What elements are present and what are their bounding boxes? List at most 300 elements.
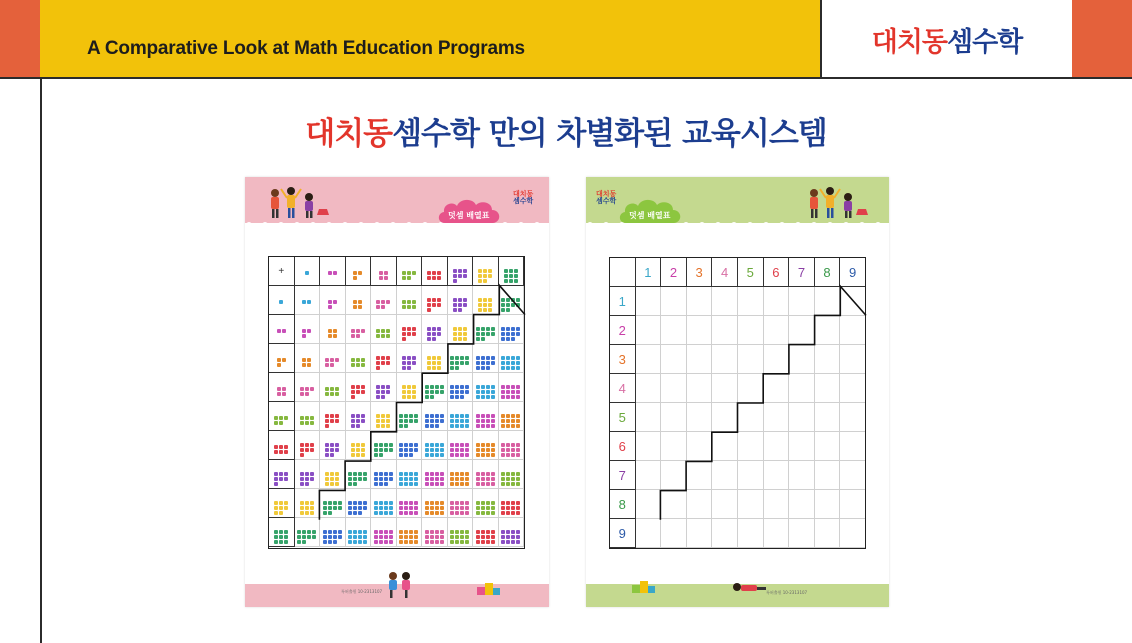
grid-col-header xyxy=(447,257,473,286)
dot-block-icon xyxy=(300,501,314,515)
grid-cell xyxy=(371,315,397,344)
grid-cell[interactable] xyxy=(712,374,738,403)
grid-cell xyxy=(345,460,371,489)
dot-block-icon xyxy=(453,327,467,341)
grid-cell[interactable] xyxy=(635,490,661,519)
grid-cell[interactable] xyxy=(661,403,687,432)
grid-cell[interactable] xyxy=(712,519,738,548)
grid-cell xyxy=(320,315,346,344)
dot-block-icon xyxy=(501,472,520,486)
grid-cell xyxy=(473,315,499,344)
grid-cell[interactable] xyxy=(661,345,687,374)
grid-cell xyxy=(345,431,371,460)
page-title-text: 만의 차별화된 교육시스템 xyxy=(478,116,827,152)
dot-block-icon xyxy=(427,271,441,280)
grid-col-header xyxy=(396,257,422,286)
grid-row xyxy=(269,460,524,489)
grid-cell xyxy=(396,373,422,402)
grid-cell[interactable] xyxy=(789,287,815,316)
grid-cell xyxy=(371,402,397,431)
grid-cell xyxy=(422,315,448,344)
grid-cell xyxy=(345,344,371,373)
grid-cell xyxy=(371,460,397,489)
mini-brand-logo-part2: 셈수학 xyxy=(513,197,534,205)
grid-row xyxy=(610,287,866,316)
dot-block-icon xyxy=(501,327,520,341)
cloud-label: 덧셈 배열표 xyxy=(448,211,490,220)
grid-cell xyxy=(498,286,524,315)
grid-row-header: 8 xyxy=(610,490,636,519)
grid-row-header: 6 xyxy=(610,432,636,461)
grid-cell xyxy=(294,460,320,489)
grid-row xyxy=(610,258,866,287)
grid-cell[interactable] xyxy=(763,374,789,403)
grid-cell xyxy=(320,402,346,431)
grid-cell[interactable] xyxy=(789,432,815,461)
dot-block-icon xyxy=(274,530,288,544)
grid-cell[interactable] xyxy=(840,287,866,316)
dot-block-icon xyxy=(476,414,495,428)
grid-cell[interactable] xyxy=(635,316,661,345)
grid-cell xyxy=(498,315,524,344)
grid-cell xyxy=(447,315,473,344)
mini-brand-logo-part1: 대치동 xyxy=(513,190,534,198)
grid-col-header: 1 xyxy=(635,258,661,287)
dot-block-icon xyxy=(399,501,418,515)
kids-reading-icon xyxy=(385,571,415,599)
header-logo-box xyxy=(820,0,1072,78)
grid-cell[interactable] xyxy=(763,287,789,316)
grid-cell[interactable] xyxy=(763,519,789,548)
dot-block-icon xyxy=(277,387,286,396)
grid-cell xyxy=(396,460,422,489)
grid-cell[interactable] xyxy=(840,490,866,519)
grid-cell[interactable] xyxy=(712,287,738,316)
grid-cell[interactable] xyxy=(763,461,789,490)
grid-cell xyxy=(473,431,499,460)
dot-block-icon xyxy=(399,443,418,457)
grid-row-header xyxy=(269,460,295,489)
dot-block-icon xyxy=(476,501,495,515)
grid-cell[interactable] xyxy=(661,519,687,548)
grid-cell[interactable] xyxy=(686,519,712,548)
dot-block-icon xyxy=(376,385,390,399)
dot-block-icon xyxy=(277,329,286,333)
grid-cell[interactable] xyxy=(763,403,789,432)
dot-block-icon xyxy=(504,269,518,283)
grid-cell[interactable] xyxy=(789,345,815,374)
blocks-icon-right xyxy=(630,577,656,597)
dot-block-icon xyxy=(476,443,495,457)
grid-cell[interactable] xyxy=(686,490,712,519)
dot-block-icon xyxy=(300,387,314,396)
grid-cell xyxy=(371,373,397,402)
grid-cell[interactable] xyxy=(635,461,661,490)
dot-block-icon xyxy=(402,385,416,399)
grid-row xyxy=(269,431,524,460)
grid-row xyxy=(610,403,866,432)
children-illustration-icon-right xyxy=(804,185,870,221)
grid-cell[interactable] xyxy=(686,287,712,316)
mini-brand-logo-right-part2: 셈수학 xyxy=(596,197,617,205)
dot-block-icon xyxy=(425,530,444,544)
dot-block-icon xyxy=(305,271,309,275)
grid-cell[interactable] xyxy=(686,374,712,403)
grid-cell[interactable] xyxy=(686,432,712,461)
grid-cell xyxy=(294,286,320,315)
grid-cell xyxy=(473,402,499,431)
dot-block-icon xyxy=(425,443,444,457)
grid-col-header: 3 xyxy=(686,258,712,287)
dot-block-icon xyxy=(302,300,311,304)
grid-cell[interactable] xyxy=(840,519,866,548)
header-right-accent xyxy=(1072,0,1132,78)
dot-block-icon xyxy=(374,530,393,544)
grid-cell[interactable] xyxy=(840,345,866,374)
grid-cell[interactable] xyxy=(789,519,815,548)
grid-cell xyxy=(345,286,371,315)
grid-cell[interactable] xyxy=(763,316,789,345)
header-title: A Comparative Look at Math Education Programs xyxy=(87,38,525,59)
grid-cell[interactable] xyxy=(737,519,763,548)
grid-cell[interactable] xyxy=(840,316,866,345)
grid-cell xyxy=(422,286,448,315)
dot-block-icon xyxy=(351,385,365,399)
grid-cell xyxy=(422,460,448,489)
grid-cell[interactable] xyxy=(737,461,763,490)
grid-cell[interactable] xyxy=(814,403,840,432)
dot-block-icon xyxy=(476,327,495,341)
grid-row-header: 9 xyxy=(610,519,636,548)
grid-cell[interactable] xyxy=(814,461,840,490)
grid-cell[interactable] xyxy=(789,316,815,345)
grid-cell xyxy=(473,518,499,547)
grid-cell xyxy=(345,518,371,547)
grid-cell[interactable] xyxy=(737,374,763,403)
brand-logo xyxy=(872,20,1023,59)
grid-cell[interactable] xyxy=(840,432,866,461)
grid-row xyxy=(610,374,866,403)
dot-block-icon xyxy=(279,300,283,304)
dot-block-icon xyxy=(425,501,444,515)
grid-cell[interactable] xyxy=(712,403,738,432)
grid-cell xyxy=(498,518,524,547)
dot-block-icon xyxy=(501,443,520,457)
grid-cell[interactable] xyxy=(635,287,661,316)
page-title xyxy=(0,108,1132,153)
grid-row xyxy=(269,257,524,286)
dot-block-icon xyxy=(300,416,314,425)
dot-block-icon xyxy=(348,472,367,486)
dot-block-icon xyxy=(399,414,418,428)
grid-cell[interactable] xyxy=(635,345,661,374)
dot-block-icon xyxy=(453,269,467,283)
left-vertical-divider xyxy=(40,78,42,643)
dot-block-icon xyxy=(501,298,520,312)
grid-cell xyxy=(294,315,320,344)
grid-cell xyxy=(447,344,473,373)
grid-cell xyxy=(320,489,346,518)
dot-block-icon xyxy=(274,445,288,454)
grid-cell xyxy=(447,460,473,489)
dot-block-icon xyxy=(427,356,441,370)
grid-cell xyxy=(320,373,346,402)
dot-block-icon xyxy=(351,329,365,338)
dot-block-icon xyxy=(323,530,342,544)
grid-cell[interactable] xyxy=(814,432,840,461)
kid-lying-icon xyxy=(731,575,767,597)
grid-col-header: 5 xyxy=(737,258,763,287)
grid-cell[interactable] xyxy=(661,287,687,316)
blocks-icon xyxy=(475,579,501,599)
grid-cell xyxy=(498,344,524,373)
grid-col-header xyxy=(498,257,524,286)
grid-cell[interactable] xyxy=(814,490,840,519)
grid-row-header xyxy=(269,373,295,402)
grid-row-header xyxy=(269,431,295,460)
grid-cell xyxy=(345,402,371,431)
grid-cell[interactable] xyxy=(661,316,687,345)
grid-row xyxy=(269,402,524,431)
dot-block-icon xyxy=(402,327,416,341)
grid-cell[interactable] xyxy=(737,432,763,461)
dot-block-icon xyxy=(476,530,495,544)
grid-cell[interactable] xyxy=(814,374,840,403)
grid-cell xyxy=(473,344,499,373)
page-title-brand-part1: 대치동 xyxy=(305,116,393,152)
grid-cell[interactable] xyxy=(635,432,661,461)
grid-cell xyxy=(396,431,422,460)
grid-cell[interactable] xyxy=(712,461,738,490)
grid-cell xyxy=(294,489,320,518)
grid-col-header xyxy=(422,257,448,286)
grid-row-header xyxy=(269,518,295,547)
dot-block-icon xyxy=(450,530,469,544)
grid-cell[interactable] xyxy=(737,490,763,519)
dot-block-icon xyxy=(450,472,469,486)
grid-cell xyxy=(447,286,473,315)
grid-col-header xyxy=(345,257,371,286)
dot-block-icon xyxy=(274,501,288,515)
grid-cell xyxy=(498,402,524,431)
grid-cell xyxy=(294,431,320,460)
dot-block-icon xyxy=(425,385,444,399)
grid-cell xyxy=(345,489,371,518)
grid-cell xyxy=(473,460,499,489)
cloud-label-right: 덧셈 배열표 xyxy=(629,211,671,220)
dot-block-icon xyxy=(450,501,469,515)
grid-cell[interactable] xyxy=(686,403,712,432)
grid-cell xyxy=(498,489,524,518)
grid-row xyxy=(610,461,866,490)
dot-block-icon xyxy=(300,443,314,457)
grid-row xyxy=(610,490,866,519)
grid-corner-plus: + xyxy=(269,257,295,286)
grid-cell xyxy=(473,286,499,315)
dot-block-icon xyxy=(274,416,288,425)
grid-cell[interactable] xyxy=(814,316,840,345)
dot-block-icon xyxy=(402,271,416,280)
grid-cell xyxy=(422,489,448,518)
grid-cell xyxy=(422,344,448,373)
grid-cell[interactable] xyxy=(737,403,763,432)
grid-row xyxy=(610,316,866,345)
grid-cell[interactable] xyxy=(635,374,661,403)
grid-col-header xyxy=(294,257,320,286)
grid-cell[interactable] xyxy=(712,345,738,374)
grid-cell[interactable] xyxy=(661,432,687,461)
dot-block-icon xyxy=(277,358,286,367)
grid-cell[interactable] xyxy=(840,403,866,432)
grid-cell xyxy=(447,518,473,547)
grid-row xyxy=(269,373,524,402)
patent-note-right: 특허출원 10-2313107 xyxy=(766,590,808,595)
grid-cell xyxy=(396,489,422,518)
grid-cell[interactable] xyxy=(635,403,661,432)
grid-cell[interactable] xyxy=(661,461,687,490)
grid-cell xyxy=(396,344,422,373)
grid-cell[interactable] xyxy=(686,461,712,490)
grid-cell xyxy=(447,402,473,431)
grid-row-header xyxy=(269,489,295,518)
grid-cell xyxy=(447,489,473,518)
dot-block-icon xyxy=(476,385,495,399)
grid-cell xyxy=(396,518,422,547)
dot-block-icon xyxy=(353,300,362,309)
dot-block-icon xyxy=(427,298,441,312)
grid-cell[interactable] xyxy=(789,374,815,403)
grid-cell xyxy=(473,373,499,402)
grid-cell xyxy=(345,373,371,402)
grid-cell xyxy=(371,489,397,518)
dot-block-icon xyxy=(476,472,495,486)
dot-block-icon xyxy=(376,414,390,428)
grid-cell xyxy=(294,373,320,402)
grid-cell[interactable] xyxy=(737,287,763,316)
grid-cell[interactable] xyxy=(712,490,738,519)
dot-block-icon xyxy=(501,530,520,544)
grid-cell xyxy=(371,286,397,315)
dot-block-icon xyxy=(399,472,418,486)
dot-block-icon xyxy=(351,358,365,367)
grid-cell[interactable] xyxy=(814,345,840,374)
dot-block-icon xyxy=(402,300,416,309)
grid-row xyxy=(610,519,866,548)
dot-block-icon xyxy=(399,530,418,544)
dot-block-icon xyxy=(450,385,469,399)
grid-col-header: 9 xyxy=(840,258,866,287)
children-illustration-icon xyxy=(265,185,331,221)
dot-block-icon xyxy=(325,387,339,396)
dot-block-icon xyxy=(453,298,467,312)
dot-block-icon xyxy=(450,443,469,457)
dot-block-icon xyxy=(374,472,393,486)
grid-cell[interactable] xyxy=(763,345,789,374)
grid-cell[interactable] xyxy=(814,519,840,548)
dot-block-icon xyxy=(427,327,441,341)
dot-block-icon xyxy=(351,443,365,457)
dot-block-icon xyxy=(501,356,520,370)
grid-cell xyxy=(498,373,524,402)
grid-cell[interactable] xyxy=(789,461,815,490)
dot-block-icon xyxy=(274,472,288,486)
grid-cell[interactable] xyxy=(686,316,712,345)
grid-cell xyxy=(422,431,448,460)
grid-cell xyxy=(422,373,448,402)
grid-cell[interactable] xyxy=(661,490,687,519)
grid-cell xyxy=(498,431,524,460)
dot-block-icon xyxy=(402,356,416,370)
grid-row-header: 7 xyxy=(610,461,636,490)
mini-brand-logo xyxy=(513,191,533,205)
grid-cell[interactable] xyxy=(763,490,789,519)
brand-logo-part1: 대치동 xyxy=(871,26,947,58)
addition-visual-grid xyxy=(268,256,524,547)
dot-block-icon xyxy=(501,414,520,428)
dot-block-icon xyxy=(476,356,495,370)
grid-cell xyxy=(294,518,320,547)
grid-row-header: 2 xyxy=(610,316,636,345)
page-title-brand-part2: 셈수학 xyxy=(392,116,479,152)
dot-block-icon xyxy=(325,443,339,457)
dot-block-icon xyxy=(478,298,492,312)
grid-row xyxy=(269,518,524,547)
grid-cell[interactable] xyxy=(763,432,789,461)
grid-row-header: 3 xyxy=(610,345,636,374)
grid-col-header: 7 xyxy=(789,258,815,287)
grid-cell xyxy=(447,373,473,402)
grid-cell[interactable] xyxy=(712,316,738,345)
grid-row-header: 1 xyxy=(610,287,636,316)
header-divider xyxy=(0,77,1132,79)
grid-cell xyxy=(320,460,346,489)
grid-cell[interactable] xyxy=(686,345,712,374)
grid-cell[interactable] xyxy=(789,490,815,519)
grid-cell[interactable] xyxy=(814,287,840,316)
grid-cell xyxy=(371,518,397,547)
grid-col-header: 4 xyxy=(712,258,738,287)
grid-cell xyxy=(447,431,473,460)
dot-block-icon xyxy=(450,414,469,428)
grid-row xyxy=(269,489,524,518)
grid-col-header: 2 xyxy=(661,258,687,287)
dot-block-icon xyxy=(379,271,388,280)
grid-row xyxy=(610,345,866,374)
grid-cell xyxy=(473,489,499,518)
dot-block-icon xyxy=(374,501,393,515)
grid-cell[interactable] xyxy=(737,316,763,345)
header-left-accent xyxy=(0,0,40,78)
dot-block-icon xyxy=(297,530,316,544)
grid-cell xyxy=(320,518,346,547)
addition-number-grid xyxy=(609,257,866,548)
grid-cell[interactable] xyxy=(661,374,687,403)
dot-block-icon xyxy=(323,501,342,515)
grid-cell[interactable] xyxy=(737,345,763,374)
grid-cell[interactable] xyxy=(635,519,661,548)
dot-block-icon xyxy=(302,329,311,338)
grid-cell xyxy=(396,402,422,431)
dot-block-icon xyxy=(328,300,337,309)
grid-cell[interactable] xyxy=(840,461,866,490)
grid-cell xyxy=(294,344,320,373)
grid-cell[interactable] xyxy=(712,432,738,461)
dot-block-icon xyxy=(374,443,393,457)
grid-cell[interactable] xyxy=(789,403,815,432)
dot-block-icon xyxy=(348,501,367,515)
grid-cell[interactable] xyxy=(840,374,866,403)
dot-block-icon xyxy=(302,358,311,367)
